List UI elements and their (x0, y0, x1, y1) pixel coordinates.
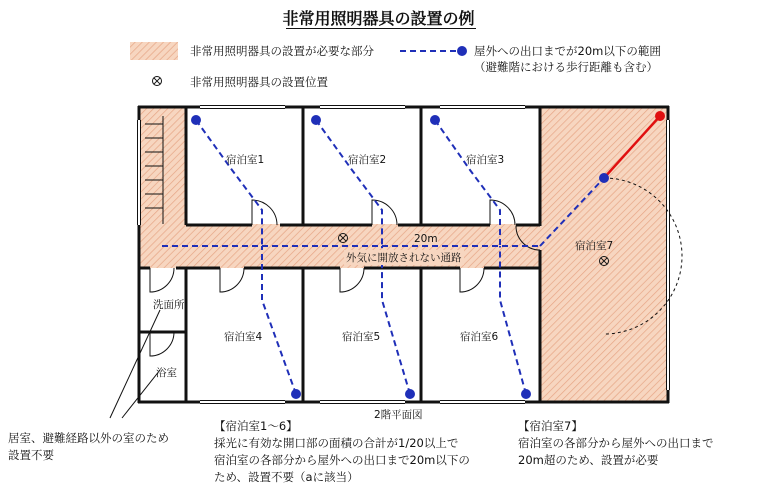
note-room-7-heading: 【宿泊室7】 (518, 419, 583, 433)
legend-route-dot (457, 46, 467, 56)
room-label-1: 宿泊室1 (226, 154, 265, 166)
legend-route-label: 屋外への出口までが20m以下の範囲 (474, 44, 661, 58)
corridor-distance: 20m (414, 233, 438, 245)
floor-plan-label: 2階平面図 (374, 409, 423, 421)
note-other-rooms-line: 居室、避難経路以外の室のため (8, 431, 169, 445)
note-other-rooms (8, 430, 169, 464)
note-rooms-1-6 (214, 418, 470, 486)
room-label-7: 宿泊室7 (575, 240, 614, 252)
legend-fixture-label: 非常用照明器具の設置位置 (190, 75, 328, 89)
room-label-5: 宿泊室5 (342, 331, 381, 343)
legend-fixture-icon (153, 77, 162, 86)
room-label-6: 宿泊室6 (460, 331, 499, 343)
note-rooms-1-6-line: 宿泊室の各部分から屋外への出口まで20m以下の (214, 453, 470, 467)
room-label-2: 宿泊室2 (348, 154, 387, 166)
diagram-title: 非常用照明器具の設置の例 (282, 9, 475, 28)
over-20m-dot (655, 111, 665, 121)
room-label-3: 宿泊室3 (466, 154, 505, 166)
note-rooms-1-6-heading: 【宿泊室1～6】 (214, 419, 298, 433)
room-label-4: 宿泊室4 (224, 331, 263, 343)
legend-hatched-swatch (130, 42, 178, 60)
bathroom-label: 浴室 (156, 367, 177, 379)
note-room-7-line: 宿泊室の各部分から屋外への出口まで (518, 436, 714, 450)
legend-route-note: （避難階における歩行距離も含む） (474, 60, 658, 74)
corridor-label: 外気に開放されない通路 (346, 252, 462, 264)
note-rooms-1-6-line: ため、設置不要（aに該当） (214, 470, 359, 484)
hatched-corridor (140, 224, 540, 268)
note-other-rooms-line: 設置不要 (8, 448, 54, 462)
note-room-7 (518, 418, 714, 469)
washroom-label: 洗面所 (153, 299, 185, 311)
note-room-7-line: 20m超のため、設置が必要 (518, 453, 659, 467)
hatched-room7 (540, 108, 667, 401)
note-rooms-1-6-line: 採光に有効な開口部の面積の合計が1/20以上で (214, 436, 459, 450)
legend-hatched-label: 非常用照明器具の設置が必要な部分 (190, 44, 374, 58)
